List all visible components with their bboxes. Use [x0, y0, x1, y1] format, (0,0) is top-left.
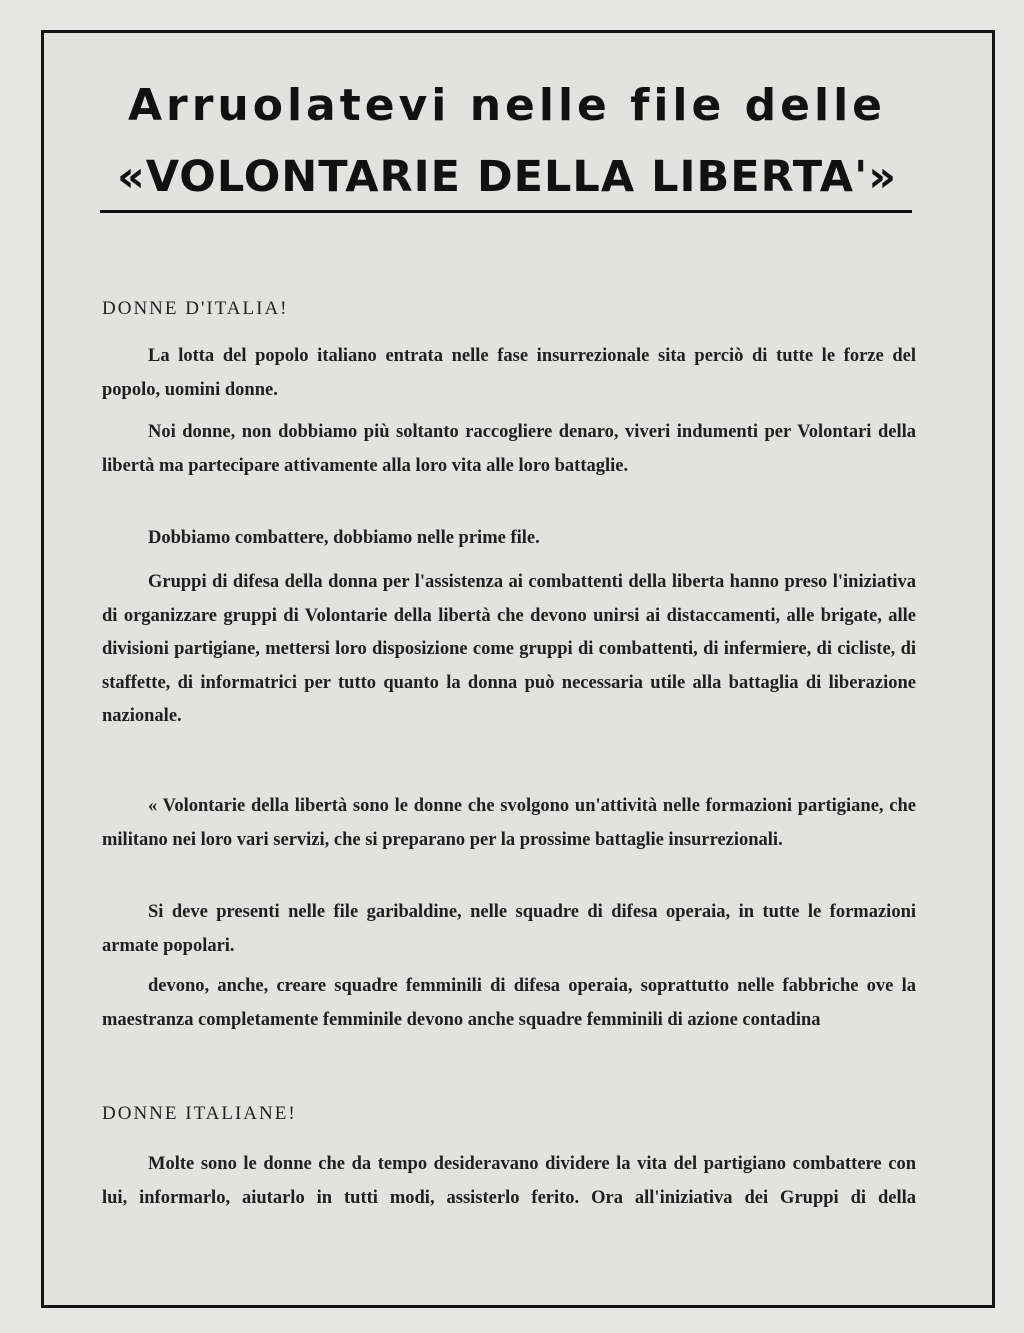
paragraph-final: Molte sono le donne che da tempo desideravano dividere la vita del partigiano combattere con lui, informarlo, aiutarlo in tutti modi, assisterlo ferito. Ora all'iniziativa dei Gruppi di della	[102, 1154, 916, 1208]
paragraph-6: Si deve presenti nelle file garibaldine, nelle squadre di difesa operaia, in tutte le formazioni armate popolari.	[102, 902, 916, 956]
paragraph-2: Noi donne, non dobbiamo più soltanto raccogliere denaro, viveri indumenti per Volontari della libertà ma partecipare attivamente alla loro vita alle loro battaglie.	[102, 422, 916, 476]
paragraph-5: « Volontarie della libertà sono le donne che svolgono un'attività nelle formazioni partigiane, che militano nei loro vari servizi, che si preparano per la prossime battaglie insurrezionali.	[102, 796, 916, 850]
section-heading-donne-italiane: DONNE ITALIANE!	[102, 1103, 297, 1124]
headline-line-2: «VOLONTARIE DELLA LIBERTA'»	[116, 152, 898, 202]
paragraph-1: La lotta del popolo italiano entrata nelle fase insurrezionale sita perciò di tutte le forze del popolo, uomini donne.	[102, 346, 916, 400]
paragraph-3: Dobbiamo combattere, dobbiamo nelle prime file.	[148, 528, 540, 548]
headline-underline	[100, 210, 912, 213]
paragraph-7: devono, anche, creare squadre femminili di difesa operaia, soprattutto nelle fabbriche ove la maestranza completamente femminile devono anche squadre femminili di azione contadina	[102, 976, 916, 1030]
headline-line-1: Arruolatevi nelle file delle	[127, 80, 887, 131]
paragraph-4: Gruppi di difesa della donna per l'assistenza ai combattenti della liberta hanno preso l'iniziativa di organizzare gruppi di Volontarie della libertà che devono unirsi ai distaccamenti, alle brigate, alle divisioni partigiane, mettersi loro disposizione come gruppi di combattenti, di infermiere, di cicliste, di staffette, di informatrici per tutto quanto la donna può necessaria utile alla battaglia di liberazione nazionale.	[102, 572, 916, 726]
section-heading-donne-italia: DONNE D'ITALIA!	[102, 298, 289, 319]
